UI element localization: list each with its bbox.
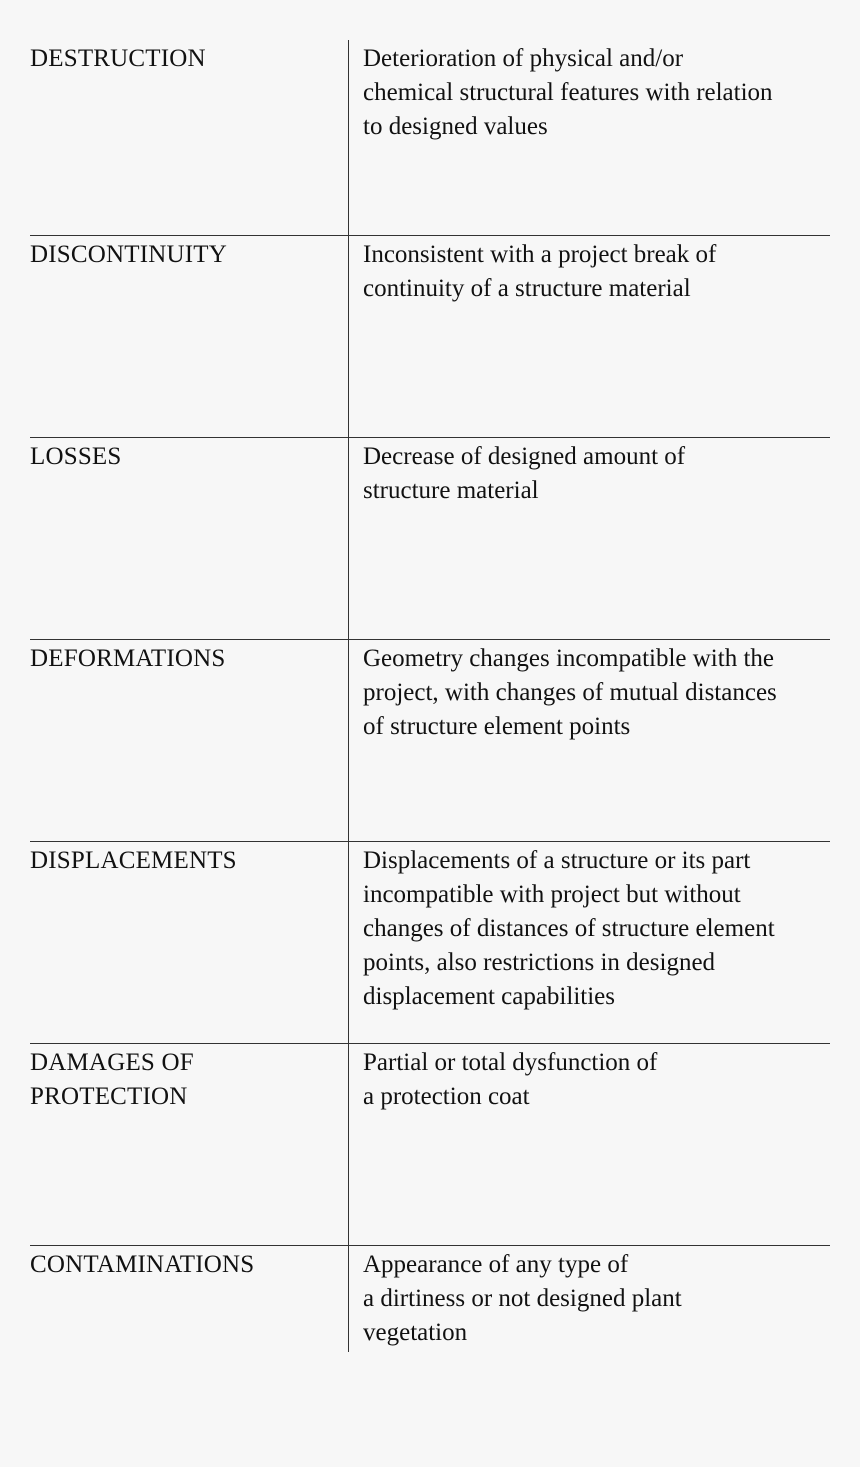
term-text: DAMAGES OF: [30, 1049, 194, 1076]
description-line: of structure element points: [363, 713, 631, 740]
description-cell: [363, 238, 833, 306]
term-text: DISPLACEMENTS: [30, 847, 237, 874]
term-text: LOSSES: [30, 443, 122, 470]
column-divider: [348, 640, 349, 841]
description-line: a protection coat: [363, 1083, 530, 1110]
description-line: Deterioration of physical and/or: [363, 45, 684, 72]
description-line: vegetation: [363, 1319, 468, 1346]
description-line: structure material: [363, 477, 539, 504]
term-cell: [30, 42, 330, 76]
term-cell: [30, 642, 330, 676]
description-line: continuity of a structure material: [363, 275, 691, 302]
description-line: displacement capabilities: [363, 983, 615, 1010]
column-divider: [348, 1044, 349, 1245]
table-row-discontinuity: [30, 235, 830, 437]
table-row-destruction: [30, 40, 830, 235]
description-cell: [363, 844, 833, 1014]
description-line: to designed values: [363, 113, 548, 140]
description-line: Displacements of a structure or its part: [363, 847, 751, 874]
description-line: incompatible with project but without: [363, 881, 741, 908]
column-divider: [348, 438, 349, 639]
term-text: DESTRUCTION: [30, 45, 206, 72]
term-text: PROTECTION: [30, 1083, 188, 1110]
description-line: changes of distances of structure element: [363, 915, 775, 942]
column-divider: [348, 1246, 349, 1352]
description-cell: [363, 440, 833, 508]
definitions-table: [30, 40, 830, 1352]
description-line: Geometry changes incompatible with the: [363, 645, 774, 672]
description-cell: [363, 1046, 833, 1114]
table-row-displacements: [30, 841, 830, 1043]
description-line: Inconsistent with a project break of: [363, 241, 717, 268]
description-line: points, also restrictions in designed: [363, 949, 716, 976]
term-cell: [30, 844, 330, 878]
table-row-contaminations: [30, 1245, 830, 1352]
description-line: a dirtiness or not designed plant: [363, 1285, 682, 1312]
term-text: CONTAMINATIONS: [30, 1251, 255, 1278]
term-text: DEFORMATIONS: [30, 645, 226, 672]
term-cell: [30, 1046, 330, 1114]
table-row-damages-of-protection: [30, 1043, 830, 1245]
term-cell: [30, 440, 330, 474]
description-line: chemical structural features with relation: [363, 79, 773, 106]
column-divider: [348, 842, 349, 1043]
column-divider: [348, 236, 349, 437]
column-divider: [348, 40, 349, 235]
description-cell: [363, 1248, 833, 1350]
description-cell: [363, 642, 833, 744]
description-line: Partial or total dysfunction of: [363, 1049, 658, 1076]
description-line: project, with changes of mutual distances: [363, 679, 777, 706]
table-row-deformations: [30, 639, 830, 841]
term-cell: [30, 238, 330, 272]
term-text: DISCONTINUITY: [30, 241, 228, 268]
description-line: Decrease of designed amount of: [363, 443, 686, 470]
table-row-losses: [30, 437, 830, 639]
description-line: Appearance of any type of: [363, 1251, 629, 1278]
term-cell: [30, 1248, 330, 1282]
description-cell: [363, 42, 833, 144]
